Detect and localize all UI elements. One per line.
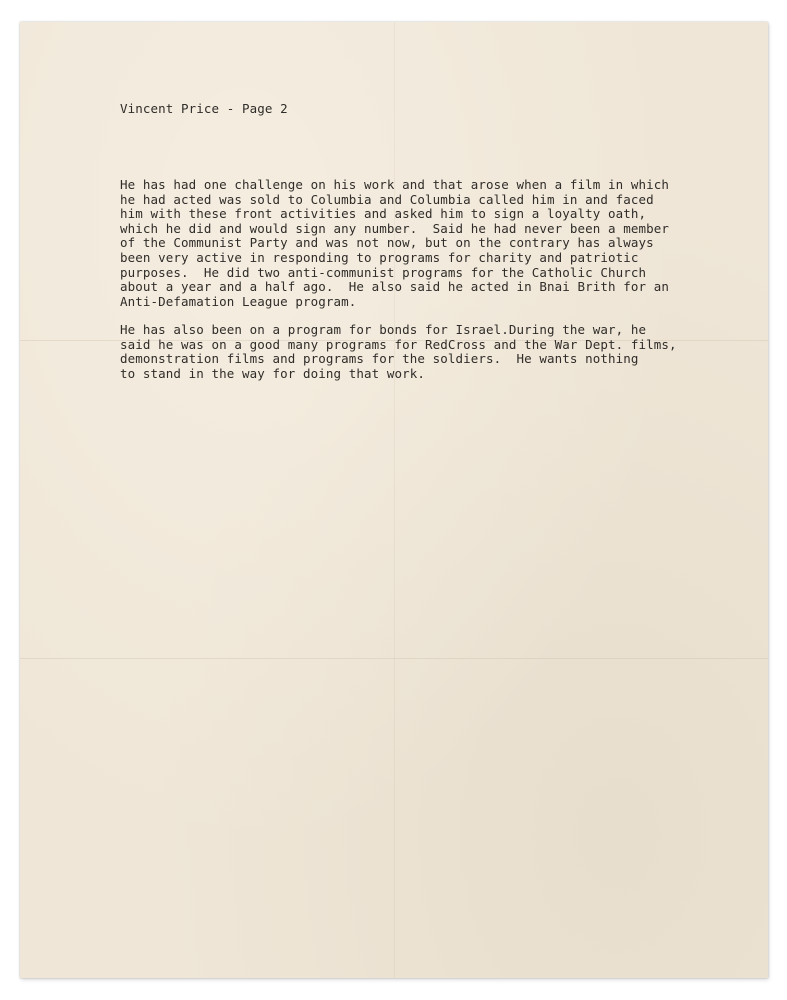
ink-bleed-through	[588, 62, 738, 152]
text-line: Anti-Defamation League program.	[120, 293, 357, 309]
paragraph-2	[120, 323, 680, 381]
text-line: to stand in the way for doing that work.	[120, 365, 426, 381]
text-line: him with these front activities and asked him to sign a loyalty oath,	[120, 206, 647, 222]
text-line: been very active in responding to programs for charity and patriotic	[120, 249, 639, 265]
text-line: said he was on a good many programs for RedCross and the War Dept. films,	[120, 336, 677, 352]
text-line: purposes. He did two anti-communist programs for the Catholic Church	[120, 264, 647, 280]
paragraph-1	[120, 178, 680, 309]
page-header: Vincent Price - Page 2	[120, 101, 288, 116]
document-page	[20, 22, 768, 978]
text-line: about a year and a half ago. He also said he acted in Bnai Brith for an	[120, 279, 670, 295]
text-line: He has also been on a program for bonds for Israel.During the war, he	[120, 322, 647, 337]
text-line: which he did and would sign any number. Said he had never been a member	[120, 220, 670, 236]
text-line: He has had one challenge on his work and that arose when a film in which	[120, 177, 670, 192]
text-line: demonstration films and programs for the soldiers. He wants nothing	[120, 351, 639, 367]
text-line: of the Communist Party and was not now, but on the contrary has always	[120, 235, 654, 251]
paper-fold-line	[394, 22, 395, 978]
text-line: he had acted was sold to Columbia and Columbia called him in and faced	[120, 191, 654, 207]
